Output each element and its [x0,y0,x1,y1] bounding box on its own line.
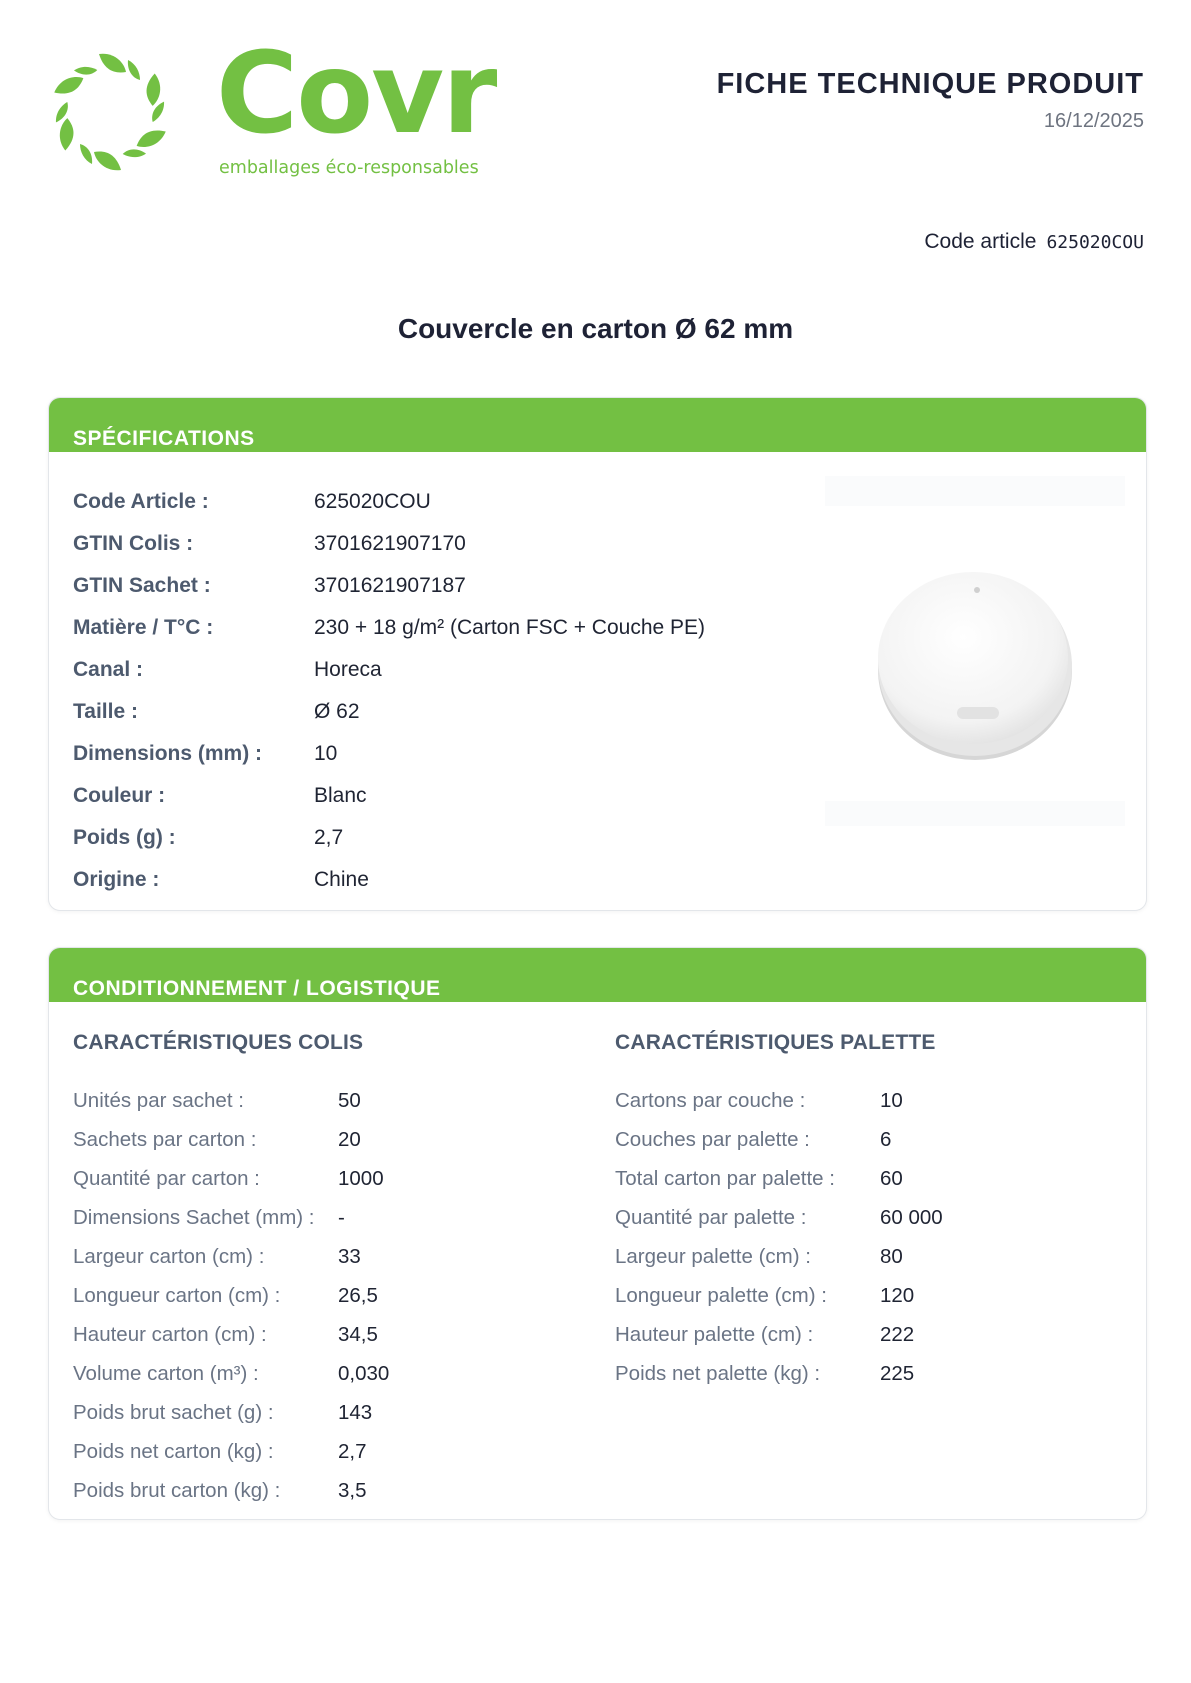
spec-label: Poids (g) : [73,826,176,849]
palette-label: Longueur palette (cm) : [615,1283,827,1307]
document-date: 16/12/2025 [1043,110,1144,132]
colis-value: 0,030 [338,1361,390,1385]
spec-row [73,733,705,775]
palette-value: 222 [880,1322,915,1346]
colis-value: - [338,1205,345,1229]
spec-label: GTIN Colis : [73,532,194,555]
palette-row [615,1276,943,1315]
spec-label: Matière / T°C : [73,616,214,639]
palette-value: 80 [880,1244,903,1268]
colis-label: Hauteur carton (cm) : [73,1322,267,1346]
spec-value: 10 [314,742,338,765]
colis-row [73,1276,389,1315]
spec-label: Origine : [73,868,160,891]
colis-label: Poids brut carton (kg) : [73,1478,281,1502]
palette-label: Poids net palette (kg) : [615,1361,821,1385]
spec-value: 3701621907170 [314,532,466,555]
colis-label: Poids brut sachet (g) : [73,1400,274,1424]
palette-label: Couches par palette : [615,1127,810,1151]
leaf-wreath-icon [48,50,172,174]
colis-value: 34,5 [338,1322,378,1346]
spec-row [73,649,705,691]
spec-value: 230 + 18 g/m² (Carton FSC + Couche PE) [314,616,706,639]
colis-row [73,1159,389,1198]
palette-row [615,1354,943,1393]
colis-value: 20 [338,1127,361,1151]
document-title: FICHE TECHNIQUE PRODUIT [716,68,1144,100]
palette-row [615,1159,943,1198]
colis-row [73,1354,389,1393]
logistics-card [48,947,1147,1520]
colis-value: 50 [338,1088,361,1112]
spec-row [73,859,705,901]
palette-value: 225 [880,1361,915,1385]
spec-label: GTIN Sachet : [73,574,211,597]
palette-label: Hauteur palette (cm) : [615,1322,814,1346]
spec-label: Taille : [73,700,138,723]
palette-row [615,1237,943,1276]
spec-label: Couleur : [73,784,166,807]
brand-name: Covr [216,29,496,159]
palette-value: 120 [880,1283,915,1307]
palette-row [615,1120,943,1159]
colis-label: Poids net carton (kg) : [73,1439,274,1463]
brand-logo [48,29,496,188]
colis-label: Unités par sachet : [73,1088,244,1112]
colis-label: Quantité par carton : [73,1166,260,1190]
colis-row [73,1471,389,1510]
colis-title: CARACTÉRISTIQUES COLIS [73,1031,364,1054]
colis-row [73,1393,389,1432]
palette-label: Cartons par couche : [615,1088,806,1112]
colis-label: Dimensions Sachet (mm) : [73,1205,315,1229]
spec-value: 2,7 [314,826,344,849]
spec-value: Chine [314,868,369,891]
product-title: Couvercle en carton Ø 62 mm [397,313,794,344]
colis-label: Longueur carton (cm) : [73,1283,281,1307]
colis-value: 2,7 [338,1439,367,1463]
colis-label: Sachets par carton : [73,1127,257,1151]
colis-row [73,1198,389,1237]
specifications-list [73,481,705,901]
spec-value: Horeca [314,658,382,681]
colis-value: 33 [338,1244,361,1268]
palette-row [615,1315,943,1354]
product-lid-image [825,476,1125,826]
article-code-value: 625020COU [1046,232,1144,253]
specifications-card [48,397,1147,911]
palette-label: Quantité par palette : [615,1205,807,1229]
spec-value: Blanc [314,784,367,807]
spec-row [73,817,705,859]
colis-value: 143 [338,1400,373,1424]
spec-value: 625020COU [314,490,431,513]
spec-row [73,565,705,607]
colis-label: Largeur carton (cm) : [73,1244,265,1268]
colis-row [73,1081,389,1120]
palette-column [615,1031,943,1393]
palette-value: 10 [880,1088,903,1112]
spec-row [73,775,705,817]
spec-row [73,481,705,523]
article-code [924,230,1144,254]
colis-value: 1000 [338,1166,384,1190]
spec-row [73,523,705,565]
colis-column [73,1031,389,1510]
palette-value: 60 [880,1166,903,1190]
colis-row [73,1120,389,1159]
palette-value: 6 [880,1127,892,1151]
colis-value: 3,5 [338,1478,367,1502]
colis-row [73,1237,389,1276]
colis-value: 26,5 [338,1283,378,1307]
spec-label: Canal : [73,658,144,681]
specifications-header: SPÉCIFICATIONS [49,398,1146,452]
colis-row [73,1432,389,1471]
palette-value: 60 000 [880,1205,943,1229]
colis-label: Volume carton (m³) : [73,1361,259,1385]
spec-value: 3701621907187 [314,574,466,597]
article-code-label: Code article [924,230,1037,253]
palette-label: Total carton par palette : [615,1166,835,1190]
palette-label: Largeur palette (cm) : [615,1244,811,1268]
logistics-header: CONDITIONNEMENT / LOGISTIQUE [49,948,1146,1002]
spec-label: Dimensions (mm) : [73,742,263,765]
spec-label: Code Article : [73,490,209,513]
palette-title: CARACTÉRISTIQUES PALETTE [615,1031,936,1054]
brand-tagline: emballages éco-responsables [219,158,479,178]
spec-value: Ø 62 [314,700,360,723]
palette-row [615,1198,943,1237]
colis-row [73,1315,389,1354]
spec-row [73,691,705,733]
spec-row [73,607,705,649]
palette-row [615,1081,943,1120]
